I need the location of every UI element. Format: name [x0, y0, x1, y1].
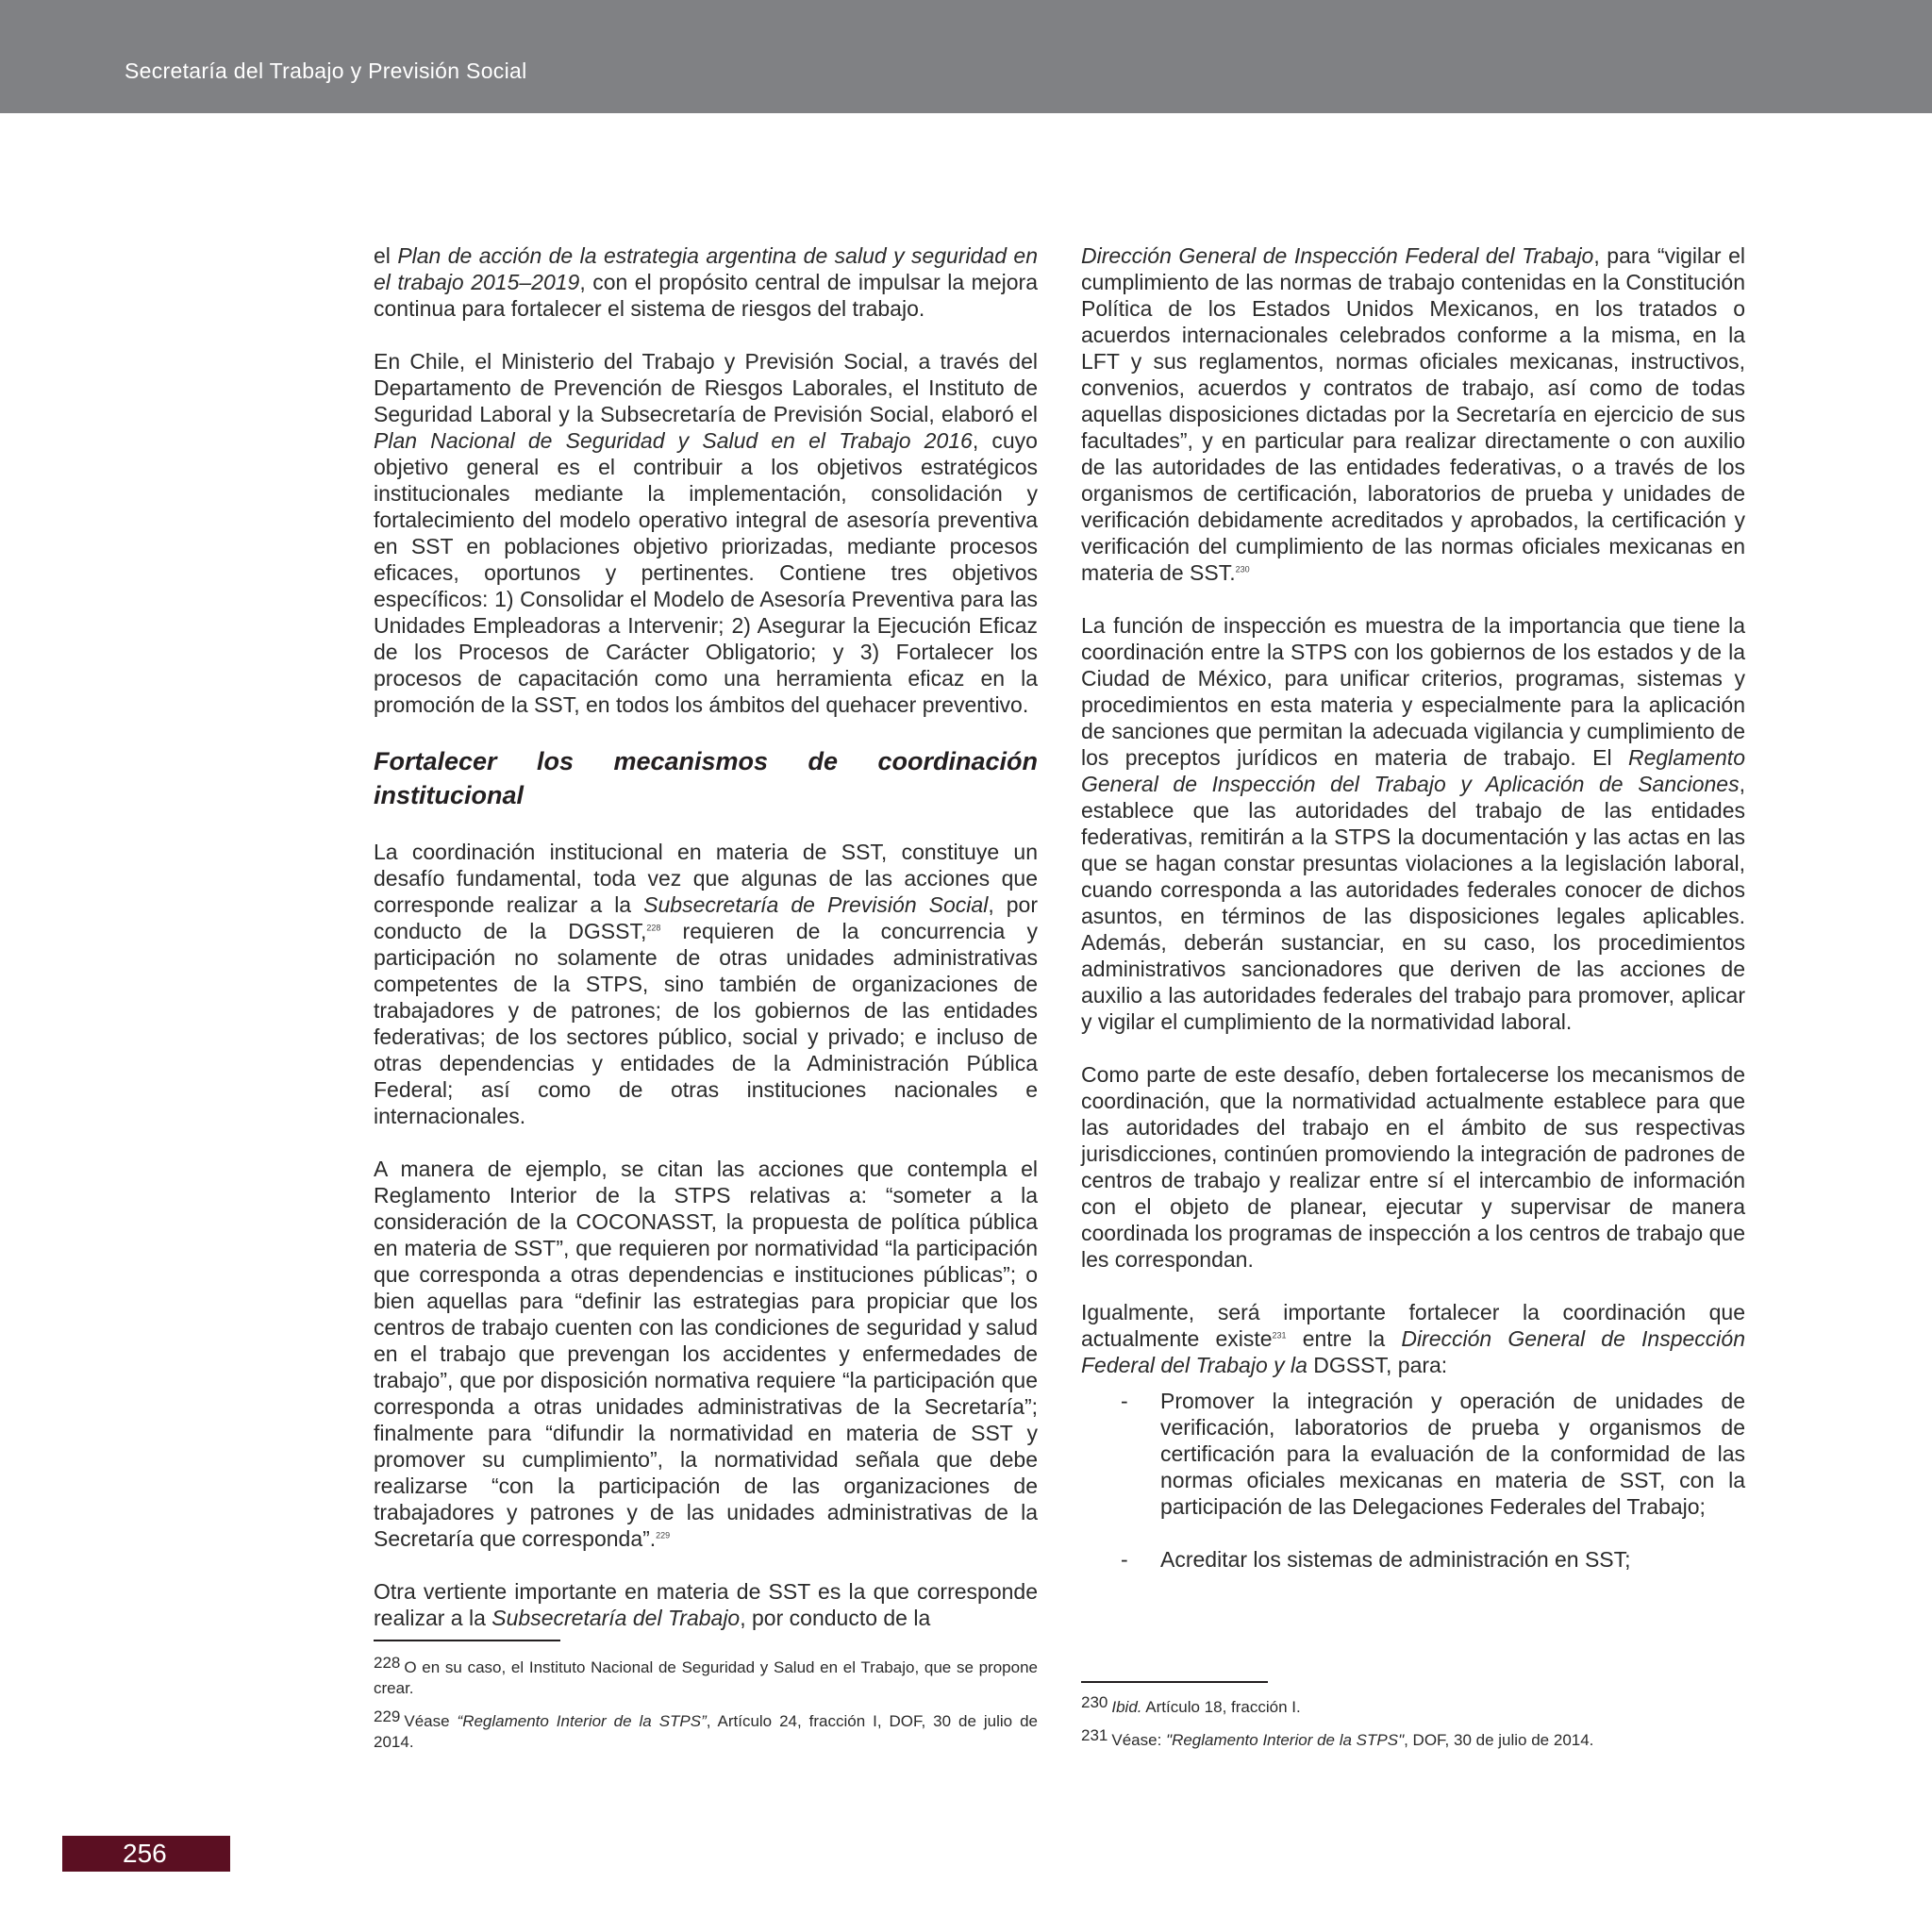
- italic-title: Plan de acción de la estrategia argentina de salud y seguridad en el trabajo 2015–2019: [374, 243, 1038, 294]
- list-item: - Promover la integración y operación de unidades de verificación, laboratorios de prueba y organismos de certificación para la evaluación de la conformidad de las normas oficiales mexicanas en materia de SST, con la participación de las Delegaciones Federales del Trabajo;: [1160, 1388, 1745, 1520]
- paragraph: [1081, 242, 1745, 586]
- paragraph: [1081, 612, 1745, 1035]
- section-heading: Fortalecer los mecanismos de coordinación institucional: [374, 747, 1038, 809]
- footnote-text: O en su caso, el Instituto Nacional de Seguridad y Salud en el Trabajo, que se propone crear.: [374, 1658, 1038, 1697]
- footnote: [374, 1707, 1038, 1753]
- bullet-list: [1081, 1388, 1745, 1573]
- paragraph: Como parte de este desafío, deben fortalecerse los mecanismos de coordinación, que la normatividad actualmente establece para que las autoridades del trabajo en el ámbito de sus respectivas jurisdicciones, continúen promoviendo la integración de padrones de centros de trabajo y realizar entre sí el intercambio de información con el objeto de planear, ejecutar y supervisar de manera coordinada los programas de inspección a los centros de trabajo que les correspondan.: [1081, 1062, 1745, 1272]
- footnote-ref: 230: [1235, 564, 1250, 575]
- footnote-number: 231: [1081, 1726, 1108, 1744]
- paragraph: [374, 1578, 1038, 1631]
- footnote-text: Véase:: [1111, 1731, 1167, 1749]
- footnote-number: 229: [374, 1707, 401, 1725]
- header-title: Secretaría del Trabajo y Previsión Social: [125, 58, 527, 83]
- footnote-text: , Artículo 24, fracción I, DOF, 30 de julio de 2014.: [374, 1712, 1038, 1751]
- footnotes-right: [1081, 1692, 1745, 1758]
- text-run: , por conducto de la DGSST,: [374, 892, 1038, 943]
- list-item: - Acreditar los sistemas de administración en SST;: [1160, 1546, 1745, 1573]
- left-column: [374, 242, 1038, 1631]
- paragraph: [374, 242, 1038, 322]
- footnote-ref: 231: [1272, 1330, 1287, 1341]
- page-number: 256: [62, 1836, 230, 1872]
- text-run: , por conducto de la: [740, 1606, 931, 1630]
- footnote-text: Artículo 18, fracción I.: [1141, 1698, 1301, 1716]
- footnote-text: Véase: [404, 1712, 458, 1730]
- italic-title: Dirección General de Inspección Federal del Trabajo: [1081, 243, 1594, 268]
- text-run: Igualmente, será importante fortalecer la coordinación que actualmente existe: [1081, 1300, 1745, 1351]
- footnotes-left: [374, 1653, 1038, 1760]
- text-run: , establece que las autoridades del trabajo de las entidades federativas, remitirán a la STPS la documentación y las actas en las que se hagan constar presuntas violaciones a la legislación laboral, cuando corresponda a las autoridades federales conocer de dichos asuntos, en términos de las disposiciones legales aplicables. Además, deberán sustanciar, en su caso, los procedimientos administrativos sancionadores que deriven de las acciones de auxilio a las autoridades federales del trabajo para promover, aplicar y vigilar el cumplimiento de la normatividad laboral.: [1081, 772, 1745, 1034]
- italic-title: Plan Nacional de Seguridad y Salud en el Trabajo 2016: [374, 428, 973, 453]
- footnote: [1081, 1725, 1745, 1751]
- italic-title: Subsecretaría de Previsión Social: [643, 892, 989, 917]
- footnote-ref: 228: [646, 923, 661, 933]
- footnote-number: 230: [1081, 1693, 1108, 1711]
- text-run: La coordinación institucional en materia de SST, constituye un desafío fundamental, toda vez que algunas de las acciones que corresponde realizar a la: [374, 840, 1038, 917]
- footnote-divider: [1081, 1681, 1268, 1683]
- text-run: En Chile, el Ministerio del Trabajo y Previsión Social, a través del Departamento de Prevención de Riesgos Laborales, el Instituto de Seguridad Laboral y la Subsecretaría de Previsión Social, elaboró el: [374, 349, 1038, 426]
- text-run: A manera de ejemplo, se citan las acciones que contempla el Reglamento Interior de la STPS relativas a: “someter a la consideración de la COCONASST, la propuesta de política pública en materia de SST”, que requieren por normatividad “la participación que corresponda a otras dependencias e instituciones públicas”; o bien aquellas para “definir las estrategias para propiciar que los centros de trabajo cuenten con las condiciones de seguridad y salud en el trabajo que prevengan los accidentes y enfermedades de trabajo”, que por disposición normativa requiere “la participación que corresponda a otras unidades administrativas de la Secretaría”; finalmente para “difundir la normatividad en materia de SST y promover su cumplimiento”, la normatividad señala que debe realizarse “con la participación de las organizaciones de trabajadores y patrones y de las unidades administrativas de la Secretaría que corresponda”.: [374, 1157, 1038, 1551]
- right-column: [1081, 242, 1745, 1599]
- text-run: , con el propósito central de impulsar la mejora continua para fortalecer el sistema de riesgos del trabajo.: [374, 270, 1038, 321]
- text-run: entre la: [1286, 1326, 1402, 1351]
- footnote-italic: Ibid.: [1111, 1698, 1142, 1716]
- text-run: el: [374, 243, 398, 268]
- text-run: , para “vigilar el cumplimiento de las normas de trabajo contenidas en la Constitución Política de los Estados Unidos Mexicanos, en los tratados o acuerdos internacionales celebrados conforme a la misma, en la LFT y sus reglamentos, normas oficiales mexicanas, instructivos, convenios, acuerdos y contratos de trabajo, así como de todas aquellas disposiciones dictadas por la Secretaría en ejercicio de sus facultades”, y en particular para realizar directamente o con auxilio de las autoridades de las entidades federativas, o a través de los organismos de certificación, laboratorios de prueba y unidades de verificación debidamente acreditados y aprobados, la certificación y verificación del cumplimiento de las normas oficiales mexicanas en materia de SST.: [1081, 243, 1745, 585]
- footnote: [374, 1653, 1038, 1699]
- paragraph: [374, 839, 1038, 1129]
- footnote-number: 228: [374, 1654, 401, 1672]
- paragraph: [374, 348, 1038, 718]
- footnote-italic: “Reglamento Interior de la STPS”: [457, 1712, 707, 1730]
- italic-title: Reglamento General de Inspección del Trabajo y Aplicación de Sanciones: [1081, 745, 1745, 796]
- paragraph: [374, 1156, 1038, 1552]
- page-header: [0, 0, 1932, 113]
- footnote: [1081, 1692, 1745, 1718]
- text-run: requieren de la concurrencia y participación no solamente de otras unidades administrativas competentes de la STPS, sino también de organizaciones de trabajadores y de patrones; de los gobiernos de las entidades federativas; de los sectores público, social y privado; e incluso de otras dependencias y entidades de la Administración Pública Federal; así como de otras instituciones nacionales e internacionales.: [374, 919, 1038, 1128]
- footnote-text: , DOF, 30 de julio de 2014.: [1404, 1731, 1594, 1749]
- text-run: La función de inspección es muestra de la importancia que tiene la coordinación entre la STPS con los gobiernos de los estados y de la Ciudad de México, para unificar criterios, programas, sistemas y procedimientos en esta materia y especialmente para la aplicación de sanciones que permitan la adecuada vigilancia y cumplimiento de los preceptos jurídicos en materia de trabajo. El: [1081, 613, 1745, 770]
- text-run: , cuyo objetivo general es el contribuir a los objetivos estratégicos institucionales mediante la implementación, consolidación y fortalecimiento del modelo operativo integral de asesoría preventiva en SST en poblaciones objetivo priorizadas, mediante procesos eficaces, oportunos y pertinentes. Contiene tres objetivos específicos: 1) Consolidar el Modelo de Asesoría Preventiva para las Unidades Empleadoras a Intervenir; 2) Asegurar la Ejecución Eficaz de los Procesos de Carácter Obligatorio; y 3) Fortalecer los procesos de capacitación como una herramienta eficaz en la promoción de la SST, en todos los ámbitos del quehacer preventivo.: [374, 428, 1038, 717]
- text-run: DGSST, para:: [1307, 1353, 1448, 1377]
- footnote-divider: [374, 1640, 560, 1641]
- footnote-ref: 229: [656, 1530, 671, 1541]
- footnote-italic: "Reglamento Interior de la STPS": [1166, 1731, 1405, 1749]
- italic-title: Subsecretaría del Trabajo: [491, 1606, 741, 1630]
- paragraph: [1081, 1299, 1745, 1378]
- text-run: Otra vertiente importante en materia de SST es la que corresponde realizar a la: [374, 1579, 1038, 1630]
- italic-title: Dirección General de Inspección Federal del Trabajo y la: [1081, 1326, 1745, 1377]
